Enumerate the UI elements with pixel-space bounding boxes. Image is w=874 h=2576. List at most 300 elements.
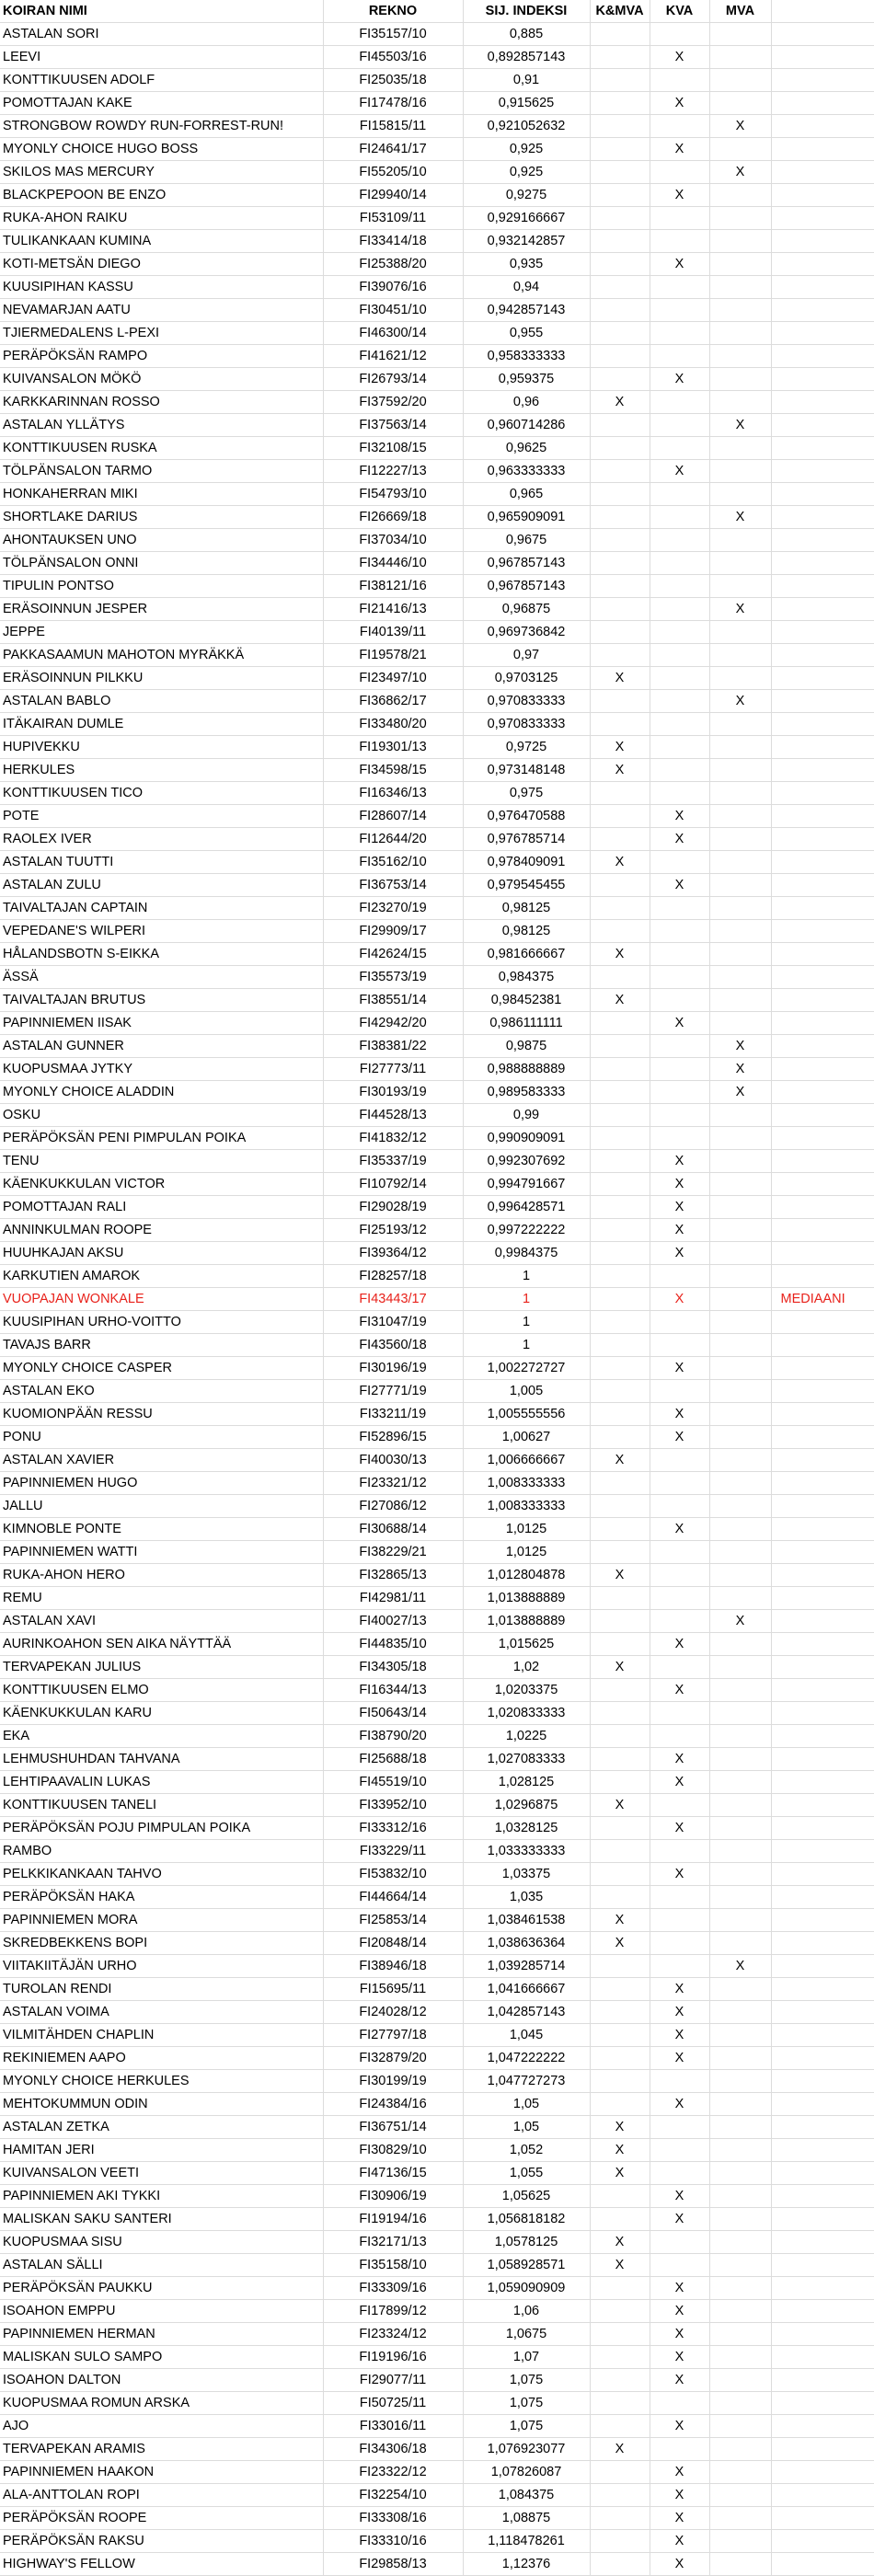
kmva-cell (590, 2553, 650, 2576)
kmva-cell (590, 1288, 650, 1311)
table-row (0, 230, 874, 253)
note-cell (771, 2254, 874, 2277)
dog-name-cell: KIMNOBLE PONTE (0, 1518, 323, 1541)
table-row (0, 598, 874, 621)
kmva-cell: X (590, 1909, 650, 1932)
kva-cell (650, 23, 709, 46)
index-cell: 1,0328125 (463, 1817, 590, 1840)
kmva-cell: X (590, 943, 650, 966)
index-cell: 1,042857143 (463, 2001, 590, 2024)
table-row (0, 1472, 874, 1495)
index-cell: 0,997222222 (463, 1219, 590, 1242)
reg-number-cell: FI33211/19 (323, 1403, 463, 1426)
kva-cell: X (650, 184, 709, 207)
reg-number-cell: FI40030/13 (323, 1449, 463, 1472)
index-cell: 1,056818182 (463, 2208, 590, 2231)
kva-cell: X (650, 1518, 709, 1541)
kmva-cell: X (590, 1449, 650, 1472)
table-row (0, 2277, 874, 2300)
index-cell: 0,976470588 (463, 805, 590, 828)
note-cell (771, 1196, 874, 1219)
dog-name-cell: KUOPUSMAA SISU (0, 2231, 323, 2254)
note-cell (771, 1725, 874, 1748)
reg-number-cell: FI16344/13 (323, 1679, 463, 1702)
kmva-cell (590, 115, 650, 138)
kmva-cell (590, 1104, 650, 1127)
mva-cell (709, 1196, 771, 1219)
kmva-cell (590, 1426, 650, 1449)
dog-name-cell: VUOPAJAN WONKALE (0, 1288, 323, 1311)
index-cell: 0,959375 (463, 368, 590, 391)
dog-name-cell: POMOTTAJAN RALI (0, 1196, 323, 1219)
note-cell (771, 2415, 874, 2438)
reg-number-cell: FI47136/15 (323, 2162, 463, 2185)
index-cell: 0,929166667 (463, 207, 590, 230)
index-cell: 0,978409091 (463, 851, 590, 874)
note-cell (771, 1012, 874, 1035)
note-cell (771, 644, 874, 667)
dog-name-cell: HUUHKAJAN AKSU (0, 1242, 323, 1265)
mva-cell (709, 1978, 771, 2001)
kmva-cell: X (590, 1794, 650, 1817)
dog-name-cell: PAPINNIEMEN AKI TYKKI (0, 2185, 323, 2208)
mva-cell (709, 184, 771, 207)
dog-name-cell: MALISKAN SULO SAMPO (0, 2346, 323, 2369)
table-row (0, 161, 874, 184)
mva-cell (709, 437, 771, 460)
dog-name-cell: AHONTAUKSEN UNO (0, 529, 323, 552)
kmva-cell (590, 828, 650, 851)
note-cell (771, 2553, 874, 2576)
reg-number-cell: FI39364/12 (323, 1242, 463, 1265)
index-cell: 0,958333333 (463, 345, 590, 368)
mva-cell (709, 1932, 771, 1955)
dog-name-cell: PAPINNIEMEN HERMAN (0, 2323, 323, 2346)
note-cell: MEDIAANI (771, 1288, 874, 1311)
reg-number-cell: FI30193/19 (323, 1081, 463, 1104)
dog-name-cell: KUUSIPIHAN URHO-VOITTO (0, 1311, 323, 1334)
index-cell: 1,0125 (463, 1518, 590, 1541)
mva-cell (709, 1242, 771, 1265)
reg-number-cell: FI25388/20 (323, 253, 463, 276)
kva-cell (650, 529, 709, 552)
reg-number-cell: FI38229/21 (323, 1541, 463, 1564)
index-cell: 0,9984375 (463, 1242, 590, 1265)
table-row (0, 92, 874, 115)
table-row (0, 2001, 874, 2024)
index-cell: 1,0296875 (463, 1794, 590, 1817)
dog-name-cell: VIITAKIITÄJÄN URHO (0, 1955, 323, 1978)
note-cell (771, 1127, 874, 1150)
note-cell (771, 828, 874, 851)
table-row (0, 2116, 874, 2139)
mva-cell (709, 1403, 771, 1426)
reg-number-cell: FI24641/17 (323, 138, 463, 161)
note-cell (771, 1886, 874, 1909)
kmva-cell (590, 1518, 650, 1541)
index-cell: 0,9703125 (463, 667, 590, 690)
kva-cell (650, 1840, 709, 1863)
index-cell: 1,059090909 (463, 2277, 590, 2300)
kmva-cell (590, 2484, 650, 2507)
index-cell: 1,013888889 (463, 1610, 590, 1633)
kmva-cell (590, 2277, 650, 2300)
reg-number-cell: FI27086/12 (323, 1495, 463, 1518)
mva-cell (709, 2208, 771, 2231)
note-cell (771, 782, 874, 805)
reg-number-cell: FI25193/12 (323, 1219, 463, 1242)
kva-cell (650, 1932, 709, 1955)
note-cell (771, 1035, 874, 1058)
dog-name-cell: STRONGBOW ROWDY RUN-FORREST-RUN! (0, 115, 323, 138)
index-cell: 0,942857143 (463, 299, 590, 322)
note-cell (771, 575, 874, 598)
kmva-cell (590, 322, 650, 345)
kmva-cell (590, 2323, 650, 2346)
reg-number-cell: FI25853/14 (323, 1909, 463, 1932)
reg-number-cell: FI24028/12 (323, 2001, 463, 2024)
kva-cell: X (650, 2001, 709, 2024)
reg-number-cell: FI30829/10 (323, 2139, 463, 2162)
kva-cell: X (650, 2277, 709, 2300)
dog-name-cell: HUPIVEKKU (0, 736, 323, 759)
dog-name-cell: PAPINNIEMEN MORA (0, 1909, 323, 1932)
kmva-cell: X (590, 2162, 650, 2185)
index-cell: 0,965 (463, 483, 590, 506)
table-row (0, 1886, 874, 1909)
table-row (0, 1702, 874, 1725)
mva-cell (709, 2116, 771, 2139)
table-row (0, 1150, 874, 1173)
reg-number-cell: FI41832/12 (323, 1127, 463, 1150)
table-row (0, 690, 874, 713)
note-cell (771, 2093, 874, 2116)
reg-number-cell: FI43560/18 (323, 1334, 463, 1357)
mva-cell (709, 1173, 771, 1196)
note-cell (771, 1380, 874, 1403)
table-row (0, 1771, 874, 1794)
note-cell (771, 414, 874, 437)
kva-cell (650, 1035, 709, 1058)
reg-number-cell: FI44664/14 (323, 1886, 463, 1909)
index-cell: 1,012804878 (463, 1564, 590, 1587)
index-cell: 1,027083333 (463, 1748, 590, 1771)
table-row (0, 2162, 874, 2185)
table-row (0, 2254, 874, 2277)
kmva-cell (590, 2346, 650, 2369)
kva-cell (650, 1794, 709, 1817)
kva-cell (650, 851, 709, 874)
kva-cell (650, 2070, 709, 2093)
dog-name-cell: KONTTIKUUSEN TICO (0, 782, 323, 805)
kva-cell: X (650, 2369, 709, 2392)
index-cell: 1 (463, 1288, 590, 1311)
reg-number-cell: FI26793/14 (323, 368, 463, 391)
index-cell: 1,055 (463, 2162, 590, 2185)
note-cell (771, 1932, 874, 1955)
header-row (0, 0, 874, 23)
kva-cell (650, 1265, 709, 1288)
mva-cell (709, 2323, 771, 2346)
header-kmva: K&MVA (590, 0, 650, 23)
kmva-cell (590, 92, 650, 115)
mva-cell (709, 1771, 771, 1794)
kmva-cell (590, 1610, 650, 1633)
mva-cell (709, 943, 771, 966)
kva-cell (650, 1311, 709, 1334)
reg-number-cell: FI38121/16 (323, 575, 463, 598)
reg-number-cell: FI33414/18 (323, 230, 463, 253)
kmva-cell (590, 598, 650, 621)
dog-name-cell: SKILOS MAS MERCURY (0, 161, 323, 184)
mva-cell (709, 897, 771, 920)
table-row (0, 1932, 874, 1955)
kmva-cell: X (590, 989, 650, 1012)
kmva-cell (590, 1173, 650, 1196)
index-cell: 0,973148148 (463, 759, 590, 782)
mva-cell (709, 322, 771, 345)
index-cell: 1,008333333 (463, 1472, 590, 1495)
table-row (0, 1219, 874, 1242)
reg-number-cell: FI53832/10 (323, 1863, 463, 1886)
kva-cell: X (650, 2185, 709, 2208)
mva-cell (709, 782, 771, 805)
kmva-cell (590, 1495, 650, 1518)
kva-cell: X (650, 874, 709, 897)
reg-number-cell: FI38551/14 (323, 989, 463, 1012)
kva-cell (650, 2139, 709, 2162)
mva-cell (709, 713, 771, 736)
index-cell: 1 (463, 1334, 590, 1357)
note-cell (771, 851, 874, 874)
note-cell (771, 2461, 874, 2484)
kva-cell (650, 759, 709, 782)
kva-cell (650, 1380, 709, 1403)
kva-cell: X (650, 2323, 709, 2346)
table-row (0, 1449, 874, 1472)
note-cell (771, 1495, 874, 1518)
dog-name-cell: SHORTLAKE DARIUS (0, 506, 323, 529)
note-cell (771, 943, 874, 966)
table-row (0, 2185, 874, 2208)
dog-name-cell: KONTTIKUUSEN RUSKA (0, 437, 323, 460)
reg-number-cell: FI30688/14 (323, 1518, 463, 1541)
kmva-cell (590, 414, 650, 437)
index-cell: 1,008333333 (463, 1495, 590, 1518)
kmva-cell (590, 1702, 650, 1725)
table-row (0, 851, 874, 874)
mva-cell (709, 1127, 771, 1150)
dog-name-cell: ÄSSÄ (0, 966, 323, 989)
kva-cell (650, 667, 709, 690)
reg-number-cell: FI30199/19 (323, 2070, 463, 2093)
note-cell (771, 2208, 874, 2231)
table-row (0, 345, 874, 368)
reg-number-cell: FI40139/11 (323, 621, 463, 644)
reg-number-cell: FI42624/15 (323, 943, 463, 966)
table-row (0, 1978, 874, 2001)
dog-name-cell: MALISKAN SAKU SANTERI (0, 2208, 323, 2231)
kmva-cell: X (590, 759, 650, 782)
reg-number-cell: FI15815/11 (323, 115, 463, 138)
note-cell (771, 713, 874, 736)
dog-name-cell: PONU (0, 1426, 323, 1449)
kmva-cell (590, 2070, 650, 2093)
index-cell: 0,970833333 (463, 690, 590, 713)
note-cell (771, 1863, 874, 1886)
note-cell (771, 391, 874, 414)
kmva-cell (590, 1058, 650, 1081)
kva-cell: X (650, 92, 709, 115)
kmva-cell (590, 644, 650, 667)
kva-cell (650, 920, 709, 943)
kva-cell (650, 575, 709, 598)
reg-number-cell: FI35158/10 (323, 2254, 463, 2277)
reg-number-cell: FI44835/10 (323, 1633, 463, 1656)
mva-cell (709, 1495, 771, 1518)
index-cell: 1,05 (463, 2116, 590, 2139)
table-body (0, 23, 874, 2576)
index-cell: 0,975 (463, 782, 590, 805)
reg-number-cell: FI10792/14 (323, 1173, 463, 1196)
dog-name-cell: TULIKANKAAN KUMINA (0, 230, 323, 253)
table-row (0, 138, 874, 161)
dog-name-cell: ITÄKAIRAN DUMLE (0, 713, 323, 736)
mva-cell (709, 621, 771, 644)
kmva-cell (590, 138, 650, 161)
index-cell: 0,988888889 (463, 1058, 590, 1081)
reg-number-cell: FI34306/18 (323, 2438, 463, 2461)
table-row (0, 1081, 874, 1104)
mva-cell: X (709, 1035, 771, 1058)
index-cell: 1,013888889 (463, 1587, 590, 1610)
mva-cell (709, 1357, 771, 1380)
kmva-cell (590, 1748, 650, 1771)
reg-number-cell: FI37592/20 (323, 391, 463, 414)
table-row (0, 483, 874, 506)
index-cell: 0,955 (463, 322, 590, 345)
index-cell: 0,9725 (463, 736, 590, 759)
index-cell: 1,038461538 (463, 1909, 590, 1932)
index-cell: 1 (463, 1311, 590, 1334)
note-cell (771, 989, 874, 1012)
note-cell (771, 1058, 874, 1081)
kmva-cell (590, 1012, 650, 1035)
kva-cell: X (650, 2346, 709, 2369)
reg-number-cell: FI28257/18 (323, 1265, 463, 1288)
reg-number-cell: FI20848/14 (323, 1932, 463, 1955)
mva-cell (709, 1426, 771, 1449)
reg-number-cell: FI30196/19 (323, 1357, 463, 1380)
note-cell (771, 230, 874, 253)
reg-number-cell: FI30906/19 (323, 2185, 463, 2208)
kva-cell: X (650, 2530, 709, 2553)
note-cell (771, 138, 874, 161)
index-cell: 0,994791667 (463, 1173, 590, 1196)
kmva-cell (590, 2047, 650, 2070)
mva-cell (709, 828, 771, 851)
mva-cell (709, 2001, 771, 2024)
mva-cell (709, 2392, 771, 2415)
index-cell: 1,08875 (463, 2507, 590, 2530)
dog-name-cell: HAMITAN JERI (0, 2139, 323, 2162)
table-row (0, 1426, 874, 1449)
reg-number-cell: FI42942/20 (323, 1012, 463, 1035)
reg-number-cell: FI19196/16 (323, 2346, 463, 2369)
kmva-cell (590, 920, 650, 943)
kmva-cell (590, 1886, 650, 1909)
reg-number-cell: FI35162/10 (323, 851, 463, 874)
index-cell: 1,028125 (463, 1771, 590, 1794)
reg-number-cell: FI42981/11 (323, 1587, 463, 1610)
index-cell: 1,0675 (463, 2323, 590, 2346)
dog-name-cell: HERKULES (0, 759, 323, 782)
reg-number-cell: FI21416/13 (323, 598, 463, 621)
dog-name-cell: MEHTOKUMMUN ODIN (0, 2093, 323, 2116)
table-row (0, 1656, 874, 1679)
mva-cell (709, 92, 771, 115)
table-row (0, 1495, 874, 1518)
reg-number-cell: FI32254/10 (323, 2484, 463, 2507)
kva-cell: X (650, 460, 709, 483)
kmva-cell: X (590, 1564, 650, 1587)
kmva-cell (590, 2001, 650, 2024)
table-row (0, 1794, 874, 1817)
dog-name-cell: VILMITÄHDEN CHAPLIN (0, 2024, 323, 2047)
mva-cell: X (709, 414, 771, 437)
note-cell (771, 506, 874, 529)
table-row (0, 2208, 874, 2231)
note-cell (771, 2001, 874, 2024)
kmva-cell: X (590, 2438, 650, 2461)
kmva-cell: X (590, 391, 650, 414)
dog-name-cell: TÖLPÄNSALON ONNI (0, 552, 323, 575)
index-cell: 1,033333333 (463, 1840, 590, 1863)
reg-number-cell: FI45519/10 (323, 1771, 463, 1794)
mva-cell (709, 966, 771, 989)
index-cell: 1,084375 (463, 2484, 590, 2507)
kva-cell: X (650, 1863, 709, 1886)
index-cell: 0,925 (463, 161, 590, 184)
index-cell: 1,075 (463, 2415, 590, 2438)
reg-number-cell: FI39076/16 (323, 276, 463, 299)
kva-cell (650, 414, 709, 437)
table-row (0, 2231, 874, 2254)
reg-number-cell: FI24384/16 (323, 2093, 463, 2116)
note-cell (771, 598, 874, 621)
dog-name-cell: MYONLY CHOICE HUGO BOSS (0, 138, 323, 161)
reg-number-cell: FI34305/18 (323, 1656, 463, 1679)
kva-cell (650, 1909, 709, 1932)
kmva-cell (590, 2185, 650, 2208)
index-cell: 0,892857143 (463, 46, 590, 69)
mva-cell: X (709, 1955, 771, 1978)
mva-cell (709, 1012, 771, 1035)
index-cell: 1,047222222 (463, 2047, 590, 2070)
mva-cell (709, 1909, 771, 1932)
table-row (0, 1104, 874, 1127)
dog-name-cell: KARKKARINNAN ROSSO (0, 391, 323, 414)
reg-number-cell: FI29858/13 (323, 2553, 463, 2576)
table-row (0, 966, 874, 989)
kmva-cell: X (590, 2231, 650, 2254)
table-row (0, 1909, 874, 1932)
table-row (0, 276, 874, 299)
kmva-cell (590, 1679, 650, 1702)
table-row (0, 713, 874, 736)
reg-number-cell: FI52896/15 (323, 1426, 463, 1449)
mva-cell (709, 1748, 771, 1771)
